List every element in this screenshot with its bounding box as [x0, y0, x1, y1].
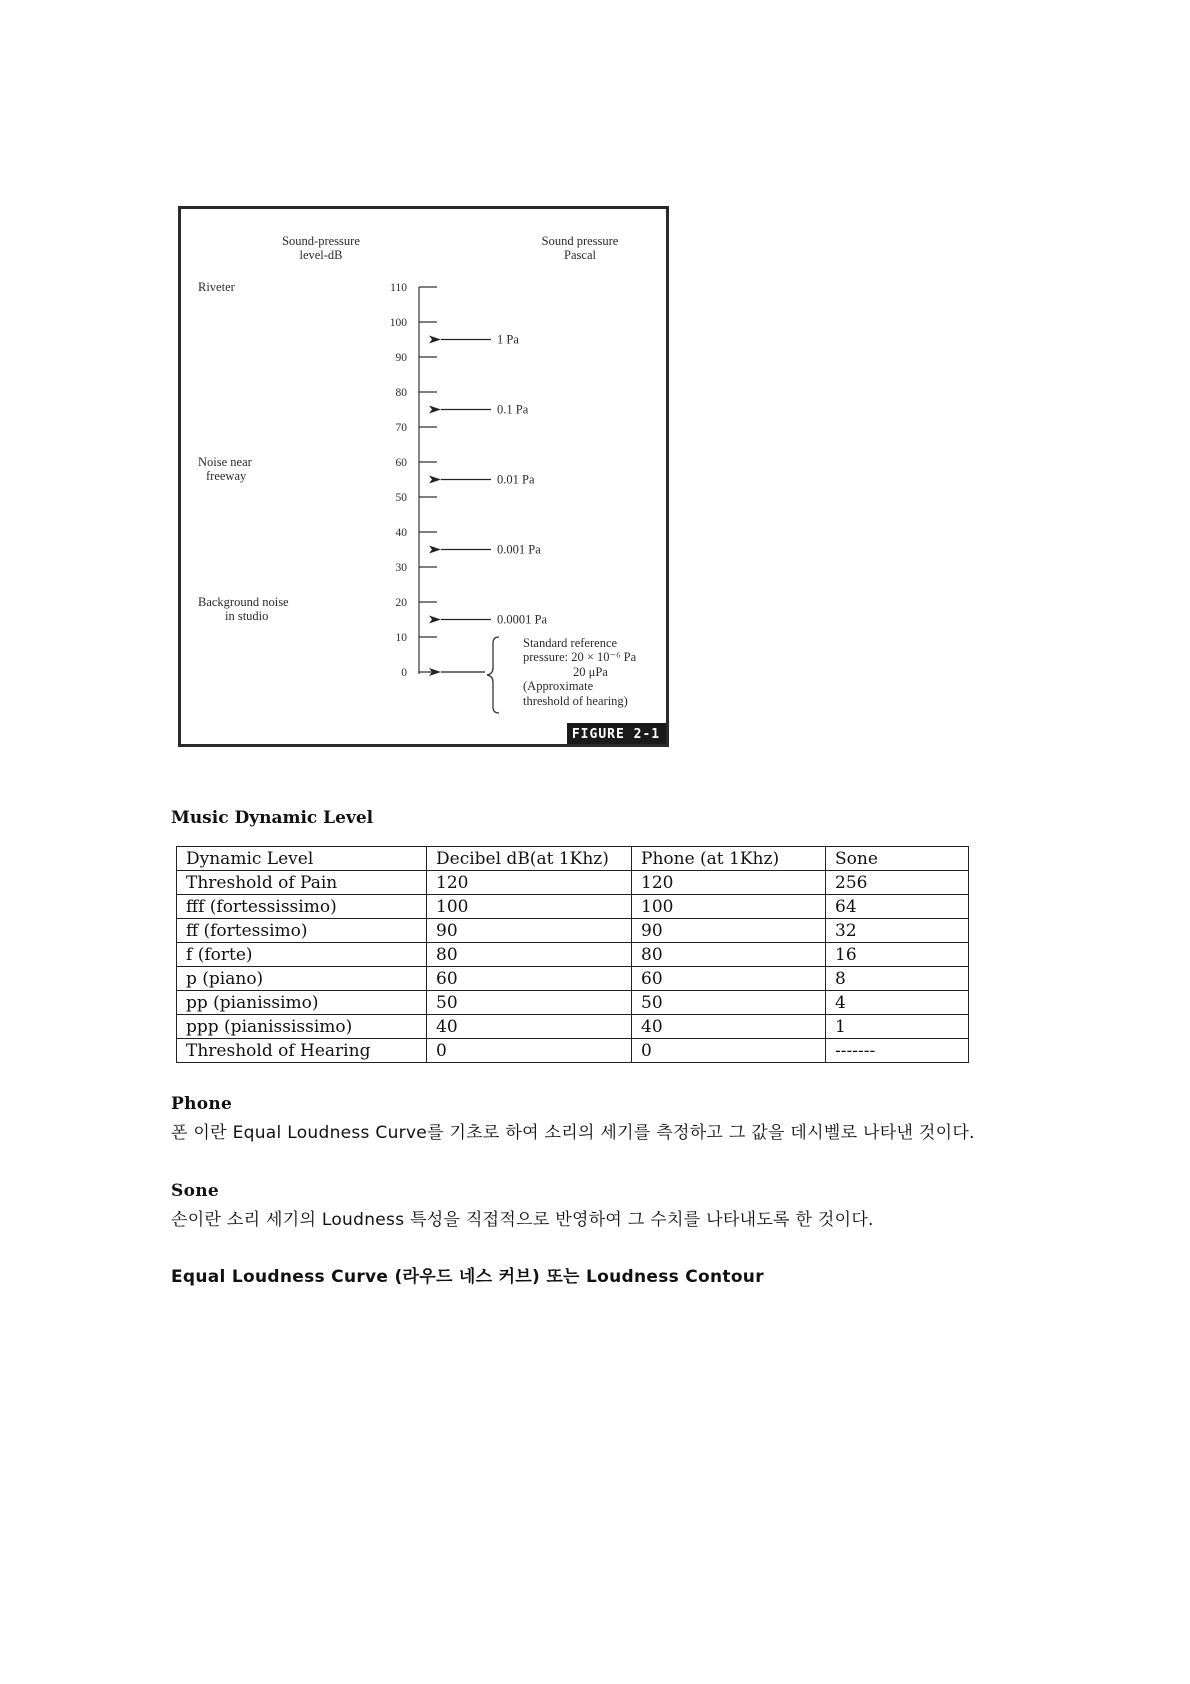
cell-sone: 32 [826, 919, 969, 943]
tick-label: 50 [395, 492, 407, 504]
table-row [177, 1015, 969, 1039]
sound-source-label: freeway [206, 469, 247, 483]
cell-dynamic-level: Threshold of Hearing [177, 1039, 427, 1063]
db-ticks [390, 282, 437, 679]
cell-sone: 16 [826, 943, 969, 967]
sound-source-label: Background noise [198, 595, 289, 609]
cell-sone: ------- [826, 1039, 969, 1063]
cell-decibel: 50 [427, 991, 632, 1015]
table-row [177, 895, 969, 919]
table-row [177, 919, 969, 943]
pressure-arrows [441, 333, 547, 673]
reference-brace [487, 637, 499, 713]
left-header-line1: Sound-pressure [282, 234, 360, 248]
tick-label: 90 [395, 352, 407, 364]
cell-dynamic-level: f (forte) [177, 943, 427, 967]
cell-phone: 50 [632, 991, 826, 1015]
tick-label: 70 [395, 422, 407, 434]
pressure-label: 0.01 Pa [497, 472, 535, 487]
left-header-line2: level-dB [299, 248, 343, 262]
tick-label: 0 [401, 667, 407, 679]
cell-sone: 64 [826, 895, 969, 919]
table-row [177, 967, 969, 991]
reference-note-line4: (Approximate [523, 679, 594, 693]
tick-label: 30 [395, 562, 407, 574]
header-dynamic-level: Dynamic Level [177, 847, 427, 871]
sound-sources [198, 280, 289, 623]
cell-decibel: 40 [427, 1015, 632, 1039]
header-phone: Phone (at 1Khz) [632, 847, 826, 871]
cell-dynamic-level: pp (pianissimo) [177, 991, 427, 1015]
cell-phone: 40 [632, 1015, 826, 1039]
equal-loudness-curve-heading: Equal Loudness Curve (라우드 네스 커브) 또는 Loudness Contour [171, 1267, 764, 1287]
cell-decibel: 80 [427, 943, 632, 967]
cell-decibel: 100 [427, 895, 632, 919]
tick-label: 100 [389, 317, 407, 329]
sound-source-label: Riveter [198, 280, 235, 294]
pressure-label: 1 Pa [497, 332, 519, 347]
table-row [177, 991, 969, 1015]
cell-phone: 60 [632, 967, 826, 991]
phone-heading: Phone [171, 1094, 233, 1114]
cell-sone: 4 [826, 991, 969, 1015]
header-sone: Sone [826, 847, 969, 871]
tick-label: 80 [395, 387, 407, 399]
cell-sone: 8 [826, 967, 969, 991]
cell-dynamic-level: ff (fortessimo) [177, 919, 427, 943]
tick-label: 10 [395, 632, 407, 644]
table-row [177, 871, 969, 895]
tick-label: 20 [395, 597, 407, 609]
cell-dynamic-level: Threshold of Pain [177, 871, 427, 895]
sound-pressure-figure [178, 206, 669, 747]
right-header-line1: Sound pressure [541, 234, 619, 248]
sone-heading: Sone [171, 1181, 219, 1201]
cell-decibel: 0 [427, 1039, 632, 1063]
header-decibel: Decibel dB(at 1Khz) [427, 847, 632, 871]
figure-badge-label: FIGURE 2-1 [571, 727, 661, 742]
right-header-line2: Pascal [564, 248, 596, 262]
pressure-label: 0.001 Pa [497, 542, 541, 557]
cell-phone: 120 [632, 871, 826, 895]
table-header-row [177, 847, 969, 871]
cell-decibel: 120 [427, 871, 632, 895]
tick-label: 40 [395, 527, 407, 539]
cell-dynamic-level: fff (fortessissimo) [177, 895, 427, 919]
table-row [177, 1039, 969, 1063]
reference-note-line2: pressure: 20 × 10⁻⁶ Pa [523, 650, 637, 664]
dynamic-level-table [176, 846, 969, 1063]
sone-description: 손이란 소리 세기의 Loudness 특성을 직접적으로 반영하여 그 수치를 나타내도록 한 것이다. [171, 1210, 874, 1230]
cell-sone: 1 [826, 1015, 969, 1039]
cell-decibel: 90 [427, 919, 632, 943]
cell-phone: 80 [632, 943, 826, 967]
cell-phone: 0 [632, 1039, 826, 1063]
sound-source-label: Noise near [198, 455, 252, 469]
reference-note-line3: 20 μPa [573, 665, 608, 679]
tick-label: 60 [395, 457, 407, 469]
sound-source-label: in studio [225, 609, 269, 623]
cell-decibel: 60 [427, 967, 632, 991]
sound-pressure-scale-diagram [181, 209, 666, 744]
cell-phone: 100 [632, 895, 826, 919]
table-row [177, 943, 969, 967]
pressure-label: 0.1 Pa [497, 402, 529, 417]
pressure-label: 0.0001 Pa [497, 612, 547, 627]
cell-phone: 90 [632, 919, 826, 943]
cell-dynamic-level: ppp (pianississimo) [177, 1015, 427, 1039]
music-dynamic-level-heading: Music Dynamic Level [171, 808, 374, 828]
tick-label: 110 [390, 282, 407, 294]
cell-dynamic-level: p (piano) [177, 967, 427, 991]
reference-note-line5: threshold of hearing) [523, 694, 628, 708]
cell-sone: 256 [826, 871, 969, 895]
reference-note-line1: Standard reference [523, 636, 618, 650]
phone-description: 폰 이란 Equal Loudness Curve를 기초로 하여 소리의 세기를 측정하고 그 값을 데시벨로 나타낸 것이다. [171, 1123, 975, 1143]
